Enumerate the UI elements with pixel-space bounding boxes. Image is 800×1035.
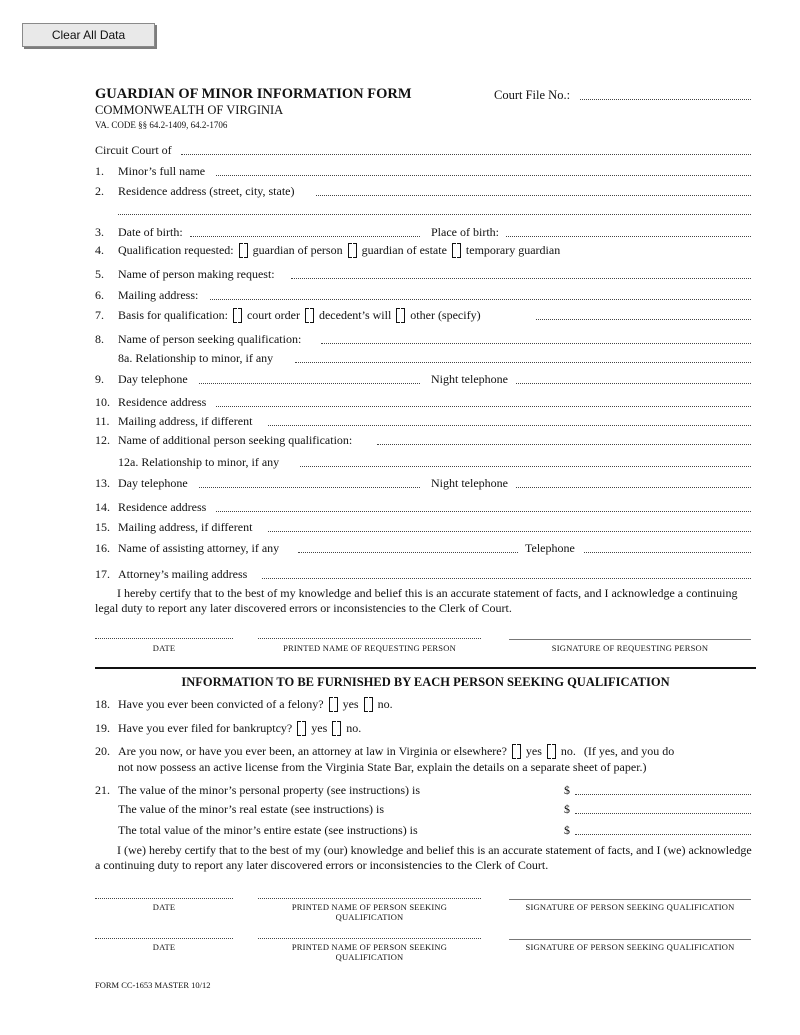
other-basis-input[interactable] (536, 319, 751, 320)
item-number: 18. (95, 697, 110, 711)
seeker-name-input[interactable] (321, 343, 751, 344)
day-telephone-13-label: Day telephone (118, 476, 188, 490)
form-number: FORM CC-1653 MASTER 10/12 (95, 980, 211, 990)
printed-name-input-1[interactable] (258, 898, 481, 899)
felony-no-checkbox[interactable] (364, 697, 373, 710)
item-number: 9. (95, 372, 104, 386)
guardian-of-estate-label: guardian of estate (361, 243, 447, 257)
bankruptcy-no-checkbox[interactable] (332, 721, 341, 734)
printed-name-caption: PRINTED NAME OF PERSON SEEKING QUALIFICATION (291, 942, 448, 962)
attorney-question-line2: not now possess an active license from the Virginia State Bar, explain the details on a separate sheet of paper.) (118, 760, 647, 774)
item-number: 3. (95, 225, 104, 239)
court-order-checkbox[interactable] (233, 308, 242, 321)
additional-seeker-input[interactable] (377, 444, 751, 445)
seeker-mailing-label: Mailing address, if different (118, 414, 253, 428)
court-order-label: court order (246, 308, 300, 322)
circuit-court-input[interactable] (181, 154, 751, 155)
real-estate-label: The value of the minor’s real estate (see instructions) is (118, 802, 385, 816)
item-number: 15. (95, 520, 110, 534)
clear-all-data-button[interactable]: Clear All Data (22, 23, 155, 47)
item-number: 20. (95, 744, 110, 758)
residence-address-label: Residence address (street, city, state) (118, 184, 295, 198)
form-title: GUARDIAN OF MINOR INFORMATION FORM (95, 86, 412, 102)
bankruptcy-yes-checkbox[interactable] (297, 721, 306, 734)
signature-line-2[interactable] (509, 939, 751, 940)
signature-line[interactable] (509, 639, 751, 640)
attorney-mailing-label: Attorney’s mailing address (118, 567, 248, 581)
other-basis-checkbox[interactable] (396, 308, 405, 321)
night-telephone-13-input[interactable] (516, 487, 751, 488)
requester-name-label: Name of person making request: (118, 267, 275, 281)
item-number: 6. (95, 288, 104, 302)
seeker-residence-input[interactable] (216, 406, 751, 407)
date-caption: DATE (152, 942, 176, 952)
commonwealth-label: COMMONWEALTH OF VIRGINIA (95, 103, 284, 117)
signature-line-1[interactable] (509, 899, 751, 900)
attorney-question-label: Are you now, or have you ever been, an attorney at law in Virginia or elsewhere? (118, 744, 507, 758)
bankruptcy-question-label: Have you ever filed for bankruptcy? (118, 721, 293, 735)
dollar-sign: $ (564, 802, 570, 816)
temporary-guardian-checkbox[interactable] (452, 243, 461, 256)
night-telephone-input[interactable] (516, 383, 751, 384)
printed-name-caption: PRINTED NAME OF REQUESTING PERSON (283, 643, 456, 653)
seeker-name-label: Name of person seeking qualification: (118, 332, 302, 346)
yes-label: yes (525, 744, 542, 758)
va-code-label: VA. CODE §§ 64.2-1409, 64.2-1706 (95, 120, 228, 130)
residence-address-input-line2[interactable] (118, 214, 751, 215)
residence-14-input[interactable] (216, 511, 751, 512)
date-caption: DATE (152, 902, 176, 912)
relationship-12a-label: 12a. Relationship to minor, if any (118, 455, 280, 469)
real-estate-input[interactable] (575, 813, 751, 814)
date-caption: DATE (152, 643, 176, 653)
dollar-sign: $ (564, 783, 570, 797)
signature-caption: SIGNATURE OF PERSON SEEKING QUALIFICATION (525, 902, 735, 912)
item-number: 5. (95, 267, 104, 281)
court-file-input[interactable] (580, 99, 751, 100)
section-divider (95, 667, 756, 669)
guardian-of-person-checkbox[interactable] (239, 243, 248, 256)
date-input-1[interactable] (95, 898, 233, 899)
personal-property-label: The value of the minor’s personal property (see instructions) is (118, 783, 421, 797)
no-label: no. (560, 744, 576, 758)
place-of-birth-input[interactable] (506, 236, 751, 237)
signature-caption: SIGNATURE OF REQUESTING PERSON (551, 643, 709, 653)
item-number: 1. (95, 164, 104, 178)
dollar-sign: $ (564, 823, 570, 837)
attorney-mailing-input[interactable] (262, 578, 751, 579)
relationship-label: 8a. Relationship to minor, if any (118, 351, 274, 365)
temporary-guardian-label: temporary guardian (465, 243, 561, 257)
other-basis-label: other (specify) (410, 308, 481, 322)
circuit-court-label: Circuit Court of (95, 143, 172, 157)
mailing-15-input[interactable] (268, 531, 751, 532)
felony-question-label: Have you ever been convicted of a felony? (118, 697, 324, 711)
day-telephone-label: Day telephone (118, 372, 188, 386)
night-telephone-13-label: Night telephone (431, 476, 508, 490)
decedents-will-checkbox[interactable] (305, 308, 314, 321)
date-of-birth-label: Date of birth: (118, 225, 183, 239)
attorney-telephone-label: Telephone (525, 541, 575, 555)
attorney-question-tail: (If yes, and you do (583, 744, 675, 758)
relationship-12a-input[interactable] (300, 466, 751, 467)
no-label: no. (346, 721, 362, 735)
qualification-requested-label: Qualification requested: (118, 243, 234, 257)
certification-text-2: I (we) hereby certify that to the best of my (our) knowledge and belief this is an accurate statement of facts, and I (we) acknowledge a continuing duty to report any later discovered errors or inconsistencies to the Clerk of Court. (95, 843, 752, 872)
place-of-birth-label: Place of birth: (431, 225, 499, 239)
certification-text: I hereby certify that to the best of my knowledge and belief this is an accurate statement of facts, and I acknowledge a continuing legal duty to report any later discovered errors or inconsistencies to the Clerk of Court. (95, 586, 738, 615)
day-telephone-input[interactable] (199, 383, 420, 384)
qualification-requested-row (118, 243, 560, 258)
date-input-2[interactable] (95, 938, 233, 939)
printed-name-signature-input[interactable] (258, 638, 481, 639)
basis-row (118, 308, 481, 323)
mailing-15-label: Mailing address, if different (118, 520, 253, 534)
guardian-of-estate-checkbox[interactable] (348, 243, 357, 256)
item-number: 12. (95, 433, 110, 447)
attorney-telephone-input[interactable] (584, 552, 751, 553)
yes-label: yes (342, 697, 359, 711)
mailing-address-label: Mailing address: (118, 288, 199, 302)
seeker-mailing-input[interactable] (268, 425, 751, 426)
attorney-question-row (118, 744, 674, 759)
printed-name-caption: PRINTED NAME OF PERSON SEEKING QUALIFICATION (291, 902, 448, 922)
court-file-label: Court File No.: (494, 88, 571, 102)
item-number: 14. (95, 500, 110, 514)
felony-question-row (118, 697, 393, 712)
item-number: 2. (95, 184, 104, 198)
date-of-birth-input[interactable] (190, 236, 420, 237)
item-number: 19. (95, 721, 110, 735)
felony-yes-checkbox[interactable] (329, 697, 338, 710)
total-estate-label: The total value of the minor’s entire estate (see instructions) is (118, 823, 418, 837)
item-number: 16. (95, 541, 110, 555)
personal-property-input[interactable] (575, 794, 751, 795)
attorney-yes-checkbox[interactable] (512, 744, 521, 757)
item-number: 7. (95, 308, 104, 322)
day-telephone-13-input[interactable] (199, 487, 420, 488)
item-number: 8. (95, 332, 104, 346)
bankruptcy-question-row (118, 721, 361, 736)
date-signature-input[interactable] (95, 638, 233, 639)
item-number: 10. (95, 395, 110, 409)
item-number: 17. (95, 567, 110, 581)
item-number: 21. (95, 783, 110, 797)
item-number: 4. (95, 243, 104, 257)
yes-label: yes (311, 721, 328, 735)
no-label: no. (377, 697, 393, 711)
minor-name-input[interactable] (216, 175, 751, 176)
attorney-name-label: Name of assisting attorney, if any (118, 541, 280, 555)
item-number: 13. (95, 476, 110, 490)
night-telephone-label: Night telephone (431, 372, 508, 386)
residence-14-label: Residence address (118, 500, 207, 514)
item-number: 11. (95, 414, 110, 428)
requester-name-input[interactable] (291, 278, 751, 279)
mailing-address-input[interactable] (210, 299, 751, 300)
basis-label: Basis for qualification: (118, 308, 228, 322)
printed-name-input-2[interactable] (258, 938, 481, 939)
residence-address-input[interactable] (316, 195, 751, 196)
minor-name-label: Minor’s full name (118, 164, 206, 178)
decedents-will-label: decedent’s will (318, 308, 392, 322)
additional-seeker-label: Name of additional person seeking qualification: (118, 433, 353, 447)
section-title: INFORMATION TO BE FURNISHED BY EACH PERSON SEEKING QUALIFICATION (181, 675, 670, 689)
attorney-no-checkbox[interactable] (547, 744, 556, 757)
guardian-of-person-label: guardian of person (252, 243, 343, 257)
seeker-residence-label: Residence address (118, 395, 207, 409)
attorney-name-input[interactable] (298, 552, 518, 553)
signature-caption: SIGNATURE OF PERSON SEEKING QUALIFICATION (525, 942, 735, 952)
relationship-input[interactable] (295, 362, 751, 363)
total-estate-input[interactable] (575, 834, 751, 835)
